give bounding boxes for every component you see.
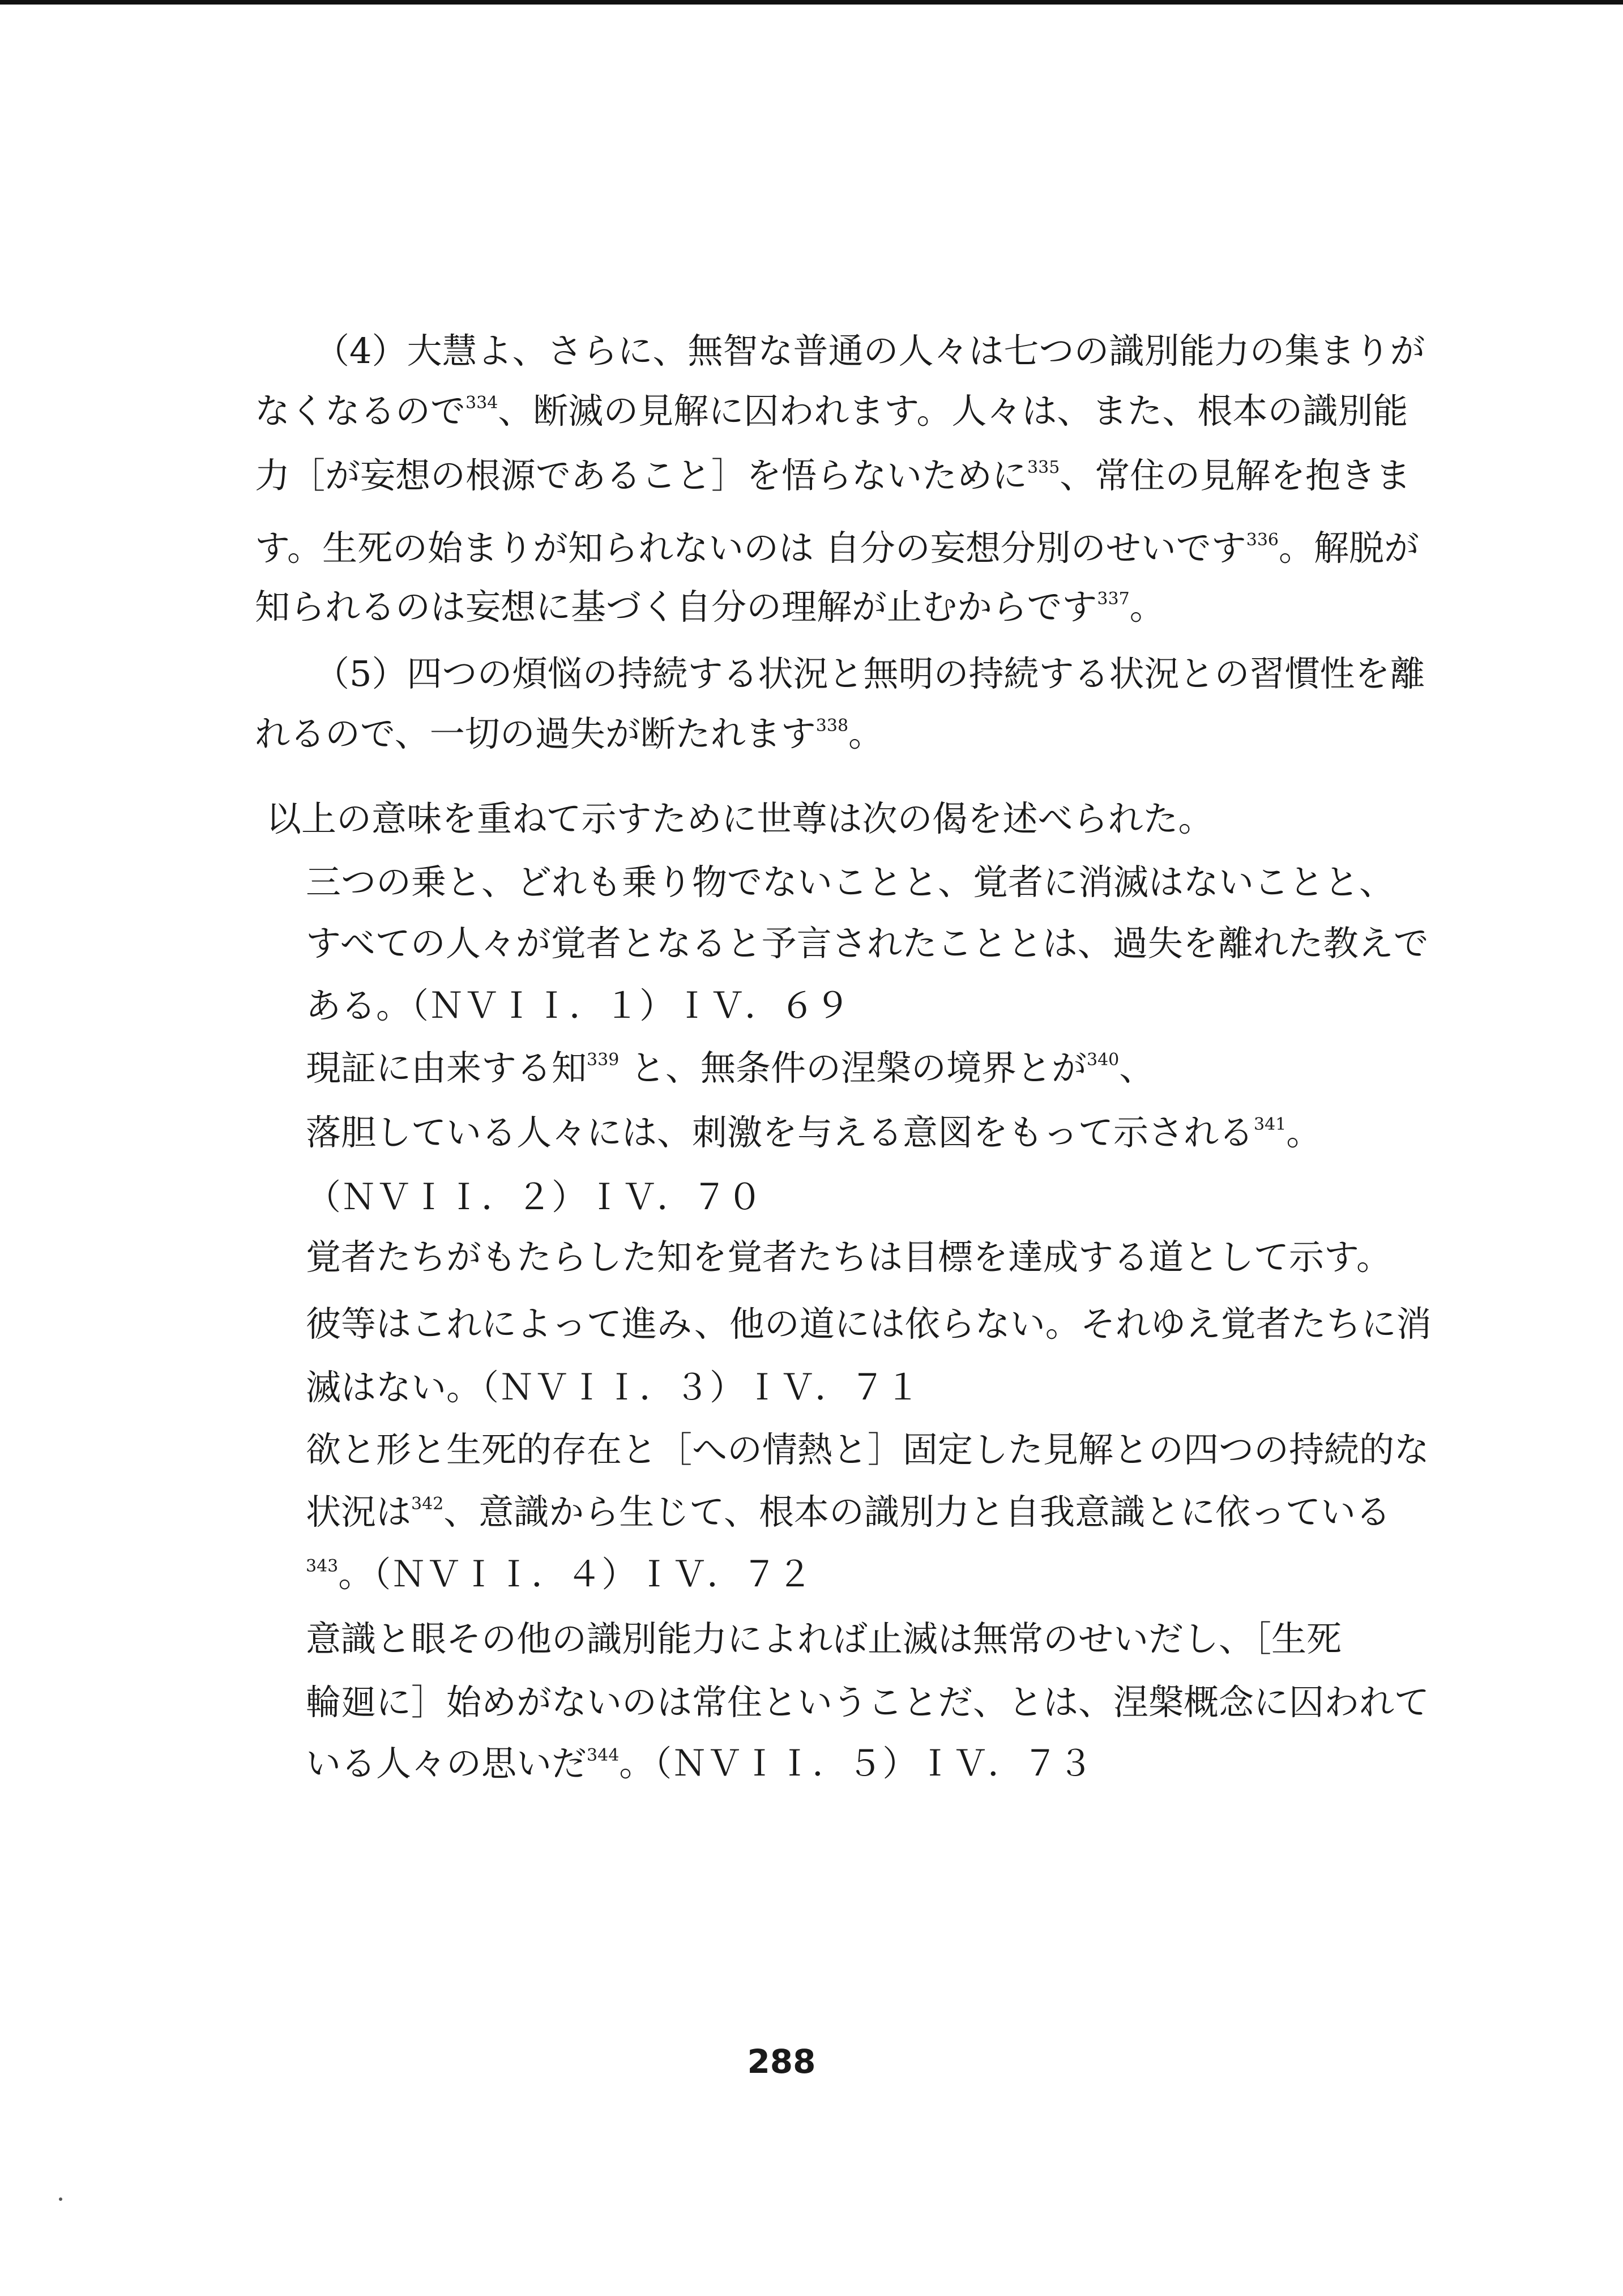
text-line bbox=[255, 584, 1165, 630]
verse-line bbox=[306, 1552, 812, 1597]
footnote-ref: 344 bbox=[587, 1746, 620, 1765]
text-line bbox=[255, 453, 1411, 498]
footnote-ref: 335 bbox=[1027, 458, 1060, 477]
verse-line bbox=[306, 1490, 1391, 1535]
footnote-ref: 339 bbox=[587, 1050, 620, 1070]
text-run: 。（ＮＶＩＩ．４）ＩＶ．７２ bbox=[338, 1554, 813, 1595]
text-run: 。解脱が bbox=[1279, 527, 1420, 569]
verse-line bbox=[306, 1427, 1429, 1473]
text-run: 欲と形と生死的存在と［への情熱と］固定した見解との四つの持続的な bbox=[306, 1429, 1430, 1470]
footnote-ref: 334 bbox=[465, 393, 498, 413]
text-run: 、意識から生じて、根本の識別力と自我意識とに依っている bbox=[443, 1491, 1391, 1533]
text-run: いる人々の思いだ bbox=[306, 1743, 587, 1784]
verse-line bbox=[306, 1616, 1342, 1662]
text-run: 彼等はこれによって進み、他の道には依らない。それゆえ覚者たちに消 bbox=[306, 1303, 1432, 1345]
verse-line bbox=[306, 860, 1394, 905]
text-run: 滅はない。（ＮＶＩＩ．３）ＩＶ．７１ bbox=[306, 1367, 921, 1408]
text-run: 、断滅の見解に囚われます。人々は、また、根本の識別能 bbox=[498, 390, 1408, 432]
text-run: 、常住の見解を抱きま bbox=[1060, 455, 1411, 496]
footnote-ref: 342 bbox=[411, 1494, 444, 1514]
footnote-ref: 341 bbox=[1254, 1115, 1287, 1134]
text-run: （5）四つの煩悩の持続する状況と無明の持続する状況との習慣性を離 bbox=[314, 653, 1425, 694]
verse-line bbox=[306, 1741, 1093, 1786]
text-run: 覚者たちがもたらした知を覚者たちは目標を達成する道として示す。 bbox=[306, 1236, 1392, 1278]
page-number: 288 bbox=[747, 2042, 816, 2081]
verse-line bbox=[306, 1235, 1391, 1280]
text-run: れるので、一切の過失が断たれます bbox=[255, 713, 816, 754]
text-run: なくなるので bbox=[255, 390, 466, 432]
footnote-ref: 338 bbox=[815, 716, 849, 736]
text-run: （ＮＶＩＩ．２）ＩＶ．７０ bbox=[306, 1176, 763, 1218]
text-run: 現証に由来する知 bbox=[306, 1047, 587, 1089]
verse-line bbox=[306, 1175, 762, 1220]
text-run: と、無条件の涅槃の境界とが bbox=[619, 1047, 1087, 1089]
verse-line bbox=[306, 921, 1429, 966]
footnote-ref: 337 bbox=[1097, 589, 1130, 609]
text-run: 。 bbox=[848, 713, 884, 754]
verse-line bbox=[306, 983, 850, 1028]
text-run: 以上の意味を重ねて示すために世尊は次の偈を述べられた。 bbox=[266, 798, 1214, 839]
verse-line bbox=[306, 1045, 1154, 1091]
verse-line bbox=[306, 1680, 1429, 1725]
verse-line bbox=[306, 1110, 1321, 1155]
footnote-ref: 336 bbox=[1246, 530, 1279, 550]
verse-line bbox=[306, 1365, 920, 1410]
footnote-ref: 340 bbox=[1087, 1050, 1120, 1070]
verse-line bbox=[306, 1301, 1432, 1347]
text-run: 。（ＮＶＩＩ．５）ＩＶ．７３ bbox=[619, 1743, 1094, 1784]
text-run: （4）大慧よ、さらに、無智な普通の人々は七つの識別能力の集まりが bbox=[314, 330, 1425, 372]
text-line bbox=[255, 711, 883, 757]
text-run: ある。（ＮＶＩＩ．１）ＩＶ．６９ bbox=[306, 985, 851, 1026]
footnote-ref: 343 bbox=[306, 1556, 339, 1576]
scan-top-border bbox=[0, 0, 1623, 5]
text-run: 状況は bbox=[306, 1491, 412, 1533]
text-line bbox=[255, 526, 1419, 571]
text-run: 知られるのは妄想に基づく自分の理解が止むからです bbox=[255, 586, 1097, 628]
text-run: 輪廻に］始めがないのは常住ということだ、とは、涅槃概念に囚われて bbox=[306, 1682, 1430, 1723]
text-run: 。 bbox=[1286, 1112, 1322, 1153]
scan-speck bbox=[59, 2197, 62, 2201]
text-run: 。 bbox=[1129, 586, 1165, 628]
text-run: 三つの乗と、どれも乗り物でないことと、覚者に消滅はないことと、 bbox=[306, 861, 1395, 903]
text-run: 意識と眼その他の識別能力によれば止滅は無常のせいだし、［生死 bbox=[306, 1618, 1342, 1659]
text-line bbox=[266, 796, 1213, 842]
text-run: 落胆している人々には、刺激を与える意図をもって示される bbox=[306, 1112, 1254, 1153]
text-run: 力［が妄想の根源であること］を悟らないために bbox=[255, 455, 1028, 496]
text-run: 、 bbox=[1119, 1047, 1155, 1089]
text-run: すべての人々が覚者となると予言されたこととは、過失を離れた教えで bbox=[306, 923, 1429, 964]
text-run: す。生死の始まりが知られないのは 自分の妄想分別のせいです bbox=[255, 527, 1246, 569]
text-line bbox=[314, 651, 1425, 697]
text-line bbox=[314, 328, 1425, 374]
text-line bbox=[255, 389, 1408, 434]
